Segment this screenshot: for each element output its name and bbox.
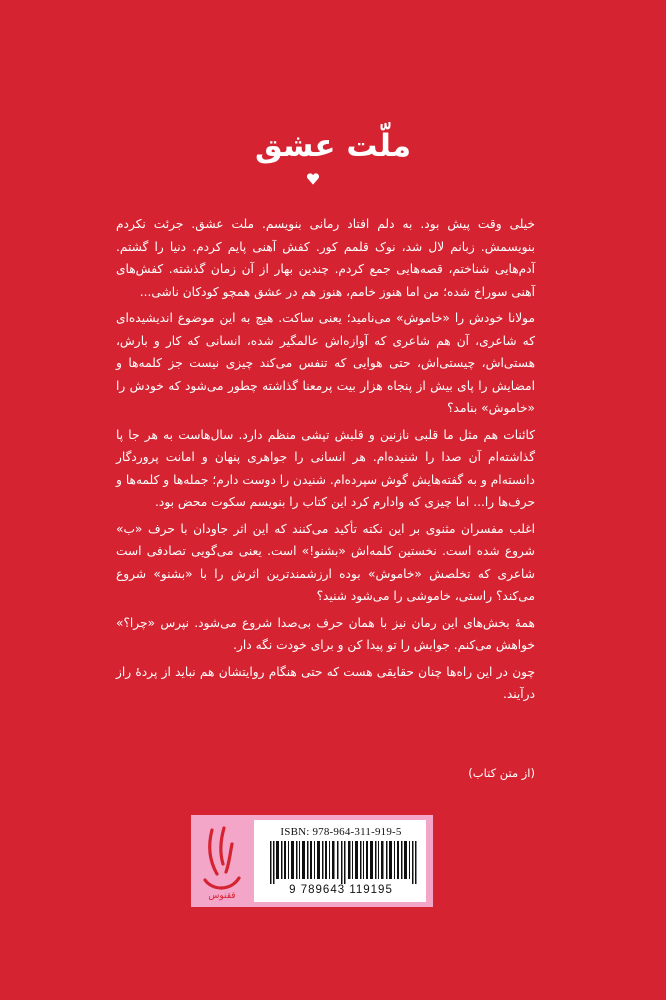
paragraph: کائنات هم مثل ما قلبی نازنین و قلبش تپشی منظم دارد. سال‌هاست به هر جا پا گذاشته‌ام آن صدا را شنیده‌ام. هر انسانی را جواهری پنهان و امانت پروردگار دانسته‌ام و به گفته‌هایش گوش سپرده‌ام. شنیدن را دوست دارم؛ جمله‌ها و کلمه‌ها و حرف‌ها را... اما چیزی که وادارم کرد این کتاب را بنویسم سکوت محض بود. [116,427,535,509]
paragraph: مولانا خودش را «خاموش» می‌نامید؛ یعنی ساکت. هیچ به این موضوع اندیشیده‌ای که شاعری، آن هم شاعری که آوازه‌اش عالمگیر شده، انسانی که کار و بارش، هستی‌اش، چیستی‌اش، حتی هوایی که تنفس می‌کند چیزی نیست جز کلمه‌ها و امضایش را پای بیش از پنجاه هزار بیت پرمعنا گذاشته چطور می‌شود که خودش را «خاموش» بنامد؟ [116,311,535,415]
title-area [0,128,666,164]
barcode-number: 9 789643 119195 [289,884,393,896]
barcode [270,841,418,884]
paragraph: همهٔ بخش‌های این رمان نیز با همان حرف بی‌صدا شروع می‌شود. نپرس «چرا؟» خواهش می‌کنم. جوابش را تو پیدا کن و برای خودت نگه دار. [116,615,535,652]
paragraph: اغلب مفسران مثنوی بر این نکته تأکید می‌کنند که این اثر جاودان با حرف «ب» شروع شده است. نخستین کلمه‌اش «بشنو!» است. یعنی می‌گویی تصادفی است شاعری که تخلصش «خاموش» بوده ارزشمندترین اثرش را با «بشنو» شروع می‌کند؟ راستی، خاموشی را می‌شود شنید؟ [116,521,535,603]
heart-icon [306,172,320,186]
source-note: (از متن کتاب) [468,766,535,780]
publisher-logo [196,820,248,902]
paragraph: چون در این راه‌ها چنان حقایقی هست که حتی هنگام روایتشان هم نباید از پردهٔ راز درآیند. [116,664,535,701]
blurb-text [116,213,535,706]
svg-text:ققنوس: ققنوس [208,891,236,901]
isbn-text: ISBN: 978-964-311-919-5 [280,826,402,838]
book-title: ملّت عشق [254,128,412,164]
paragraph: خیلی وقت پیش بود. به دلم افتاد رمانی بنویسم. ملت عشق. جرئت نکردم بنویسمش. زبانم لال شد، نوک قلمم کور. کفش آهنی پایم کردم. دنیا را گشتم. آدم‌هایی شناختم، قصه‌هایی جمع کردم. چندین بهار از آن زمان گذشته. کفش‌های آهنی سوراخ شده؛ من اما هنوز خامم، هنوز هم در عشق همچو کودکان ناشی... [116,217,535,299]
